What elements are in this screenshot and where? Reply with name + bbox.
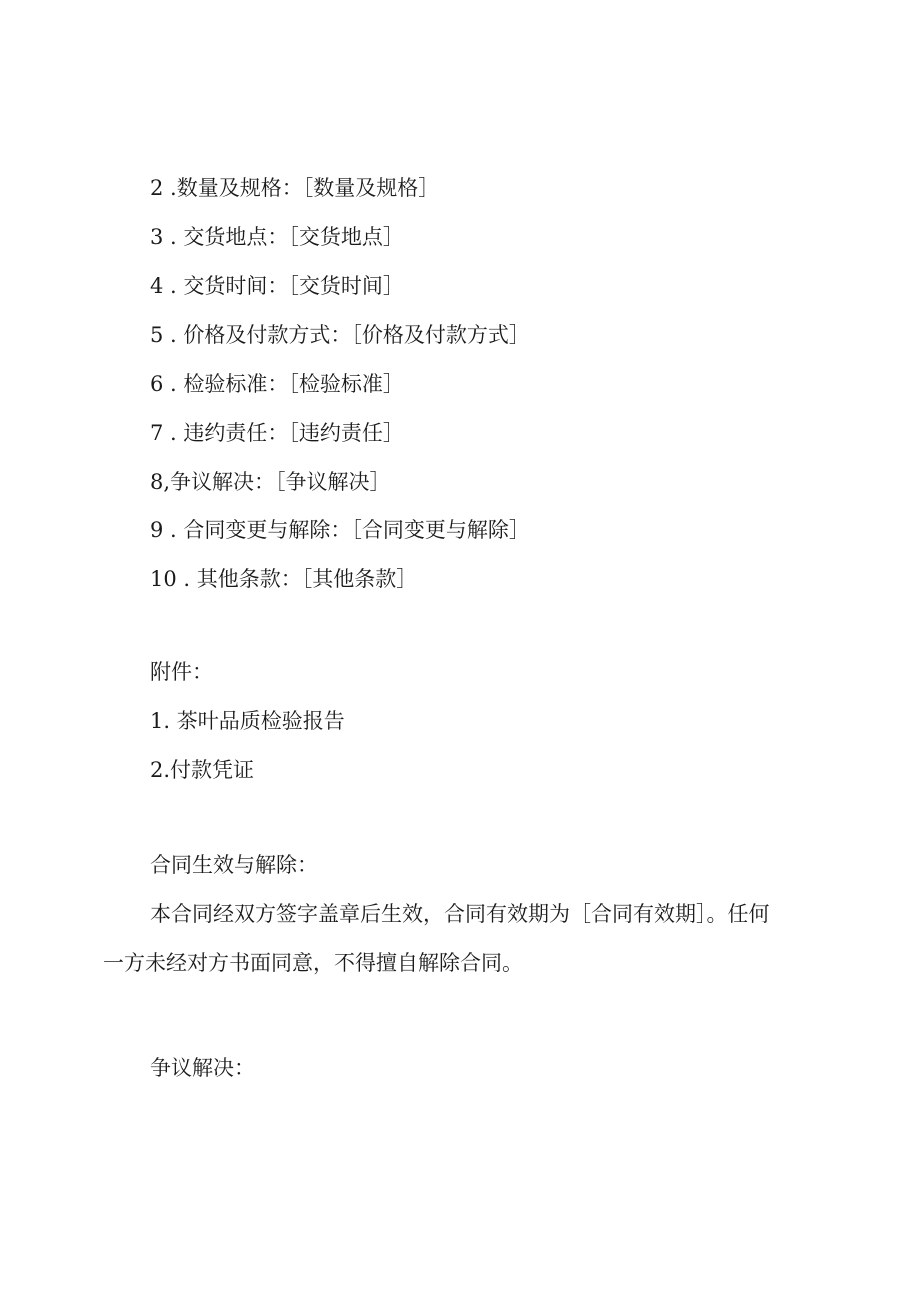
term-text: . 合同变更与解除：［合同变更与解除］ — [163, 518, 530, 542]
term-item-change-termination — [150, 515, 530, 545]
term-item-other — [150, 564, 417, 594]
term-item-quantity — [150, 173, 439, 203]
attachment-item: 2.付款凭证 — [150, 758, 255, 782]
effectiveness-paragraph-line-1: 本合同经双方签字盖章后生效，合同有效期为［合同有效期］。任何 — [150, 902, 770, 926]
term-text: .数量及规格：［数量及规格］ — [163, 176, 440, 200]
term-number: 9 — [150, 518, 164, 542]
term-number: 5 — [150, 323, 164, 347]
term-item-delivery-place — [150, 222, 404, 252]
attachments-heading: 附件： — [150, 660, 213, 684]
term-item-liability — [150, 418, 404, 448]
term-text: . 交货地点：［交货地点］ — [163, 225, 404, 249]
term-text: . 其他条款：［其他条款］ — [176, 567, 418, 591]
term-text: . 价格及付款方式：［价格及付款方式］ — [163, 323, 530, 347]
dispute-heading: 争议解决： — [150, 1056, 255, 1080]
term-item-dispute — [150, 467, 391, 497]
attachment-item: 1. 茶叶品质检验报告 — [150, 709, 345, 733]
term-number: 6 — [150, 372, 164, 396]
term-text: . 违约责任：［违约责任］ — [163, 421, 404, 445]
term-item-inspection — [150, 369, 404, 399]
effectiveness-heading: 合同生效与解除： — [150, 853, 318, 877]
term-number: 4 — [150, 274, 164, 298]
term-number: 2 — [150, 176, 164, 200]
term-number: 3 — [150, 225, 164, 249]
term-number: 8, — [150, 470, 171, 494]
effectiveness-paragraph-line-2: 一方未经对方书面同意，不得擅自解除合同。 — [103, 951, 523, 975]
term-item-delivery-time — [150, 271, 404, 301]
term-text: 争议解决：［争议解决］ — [170, 470, 391, 494]
term-item-price-payment — [150, 320, 530, 350]
term-text: . 检验标准：［检验标准］ — [163, 372, 404, 396]
term-number: 7 — [150, 421, 164, 445]
term-number: 10 — [150, 567, 177, 591]
term-text: . 交货时间：［交货时间］ — [163, 274, 404, 298]
